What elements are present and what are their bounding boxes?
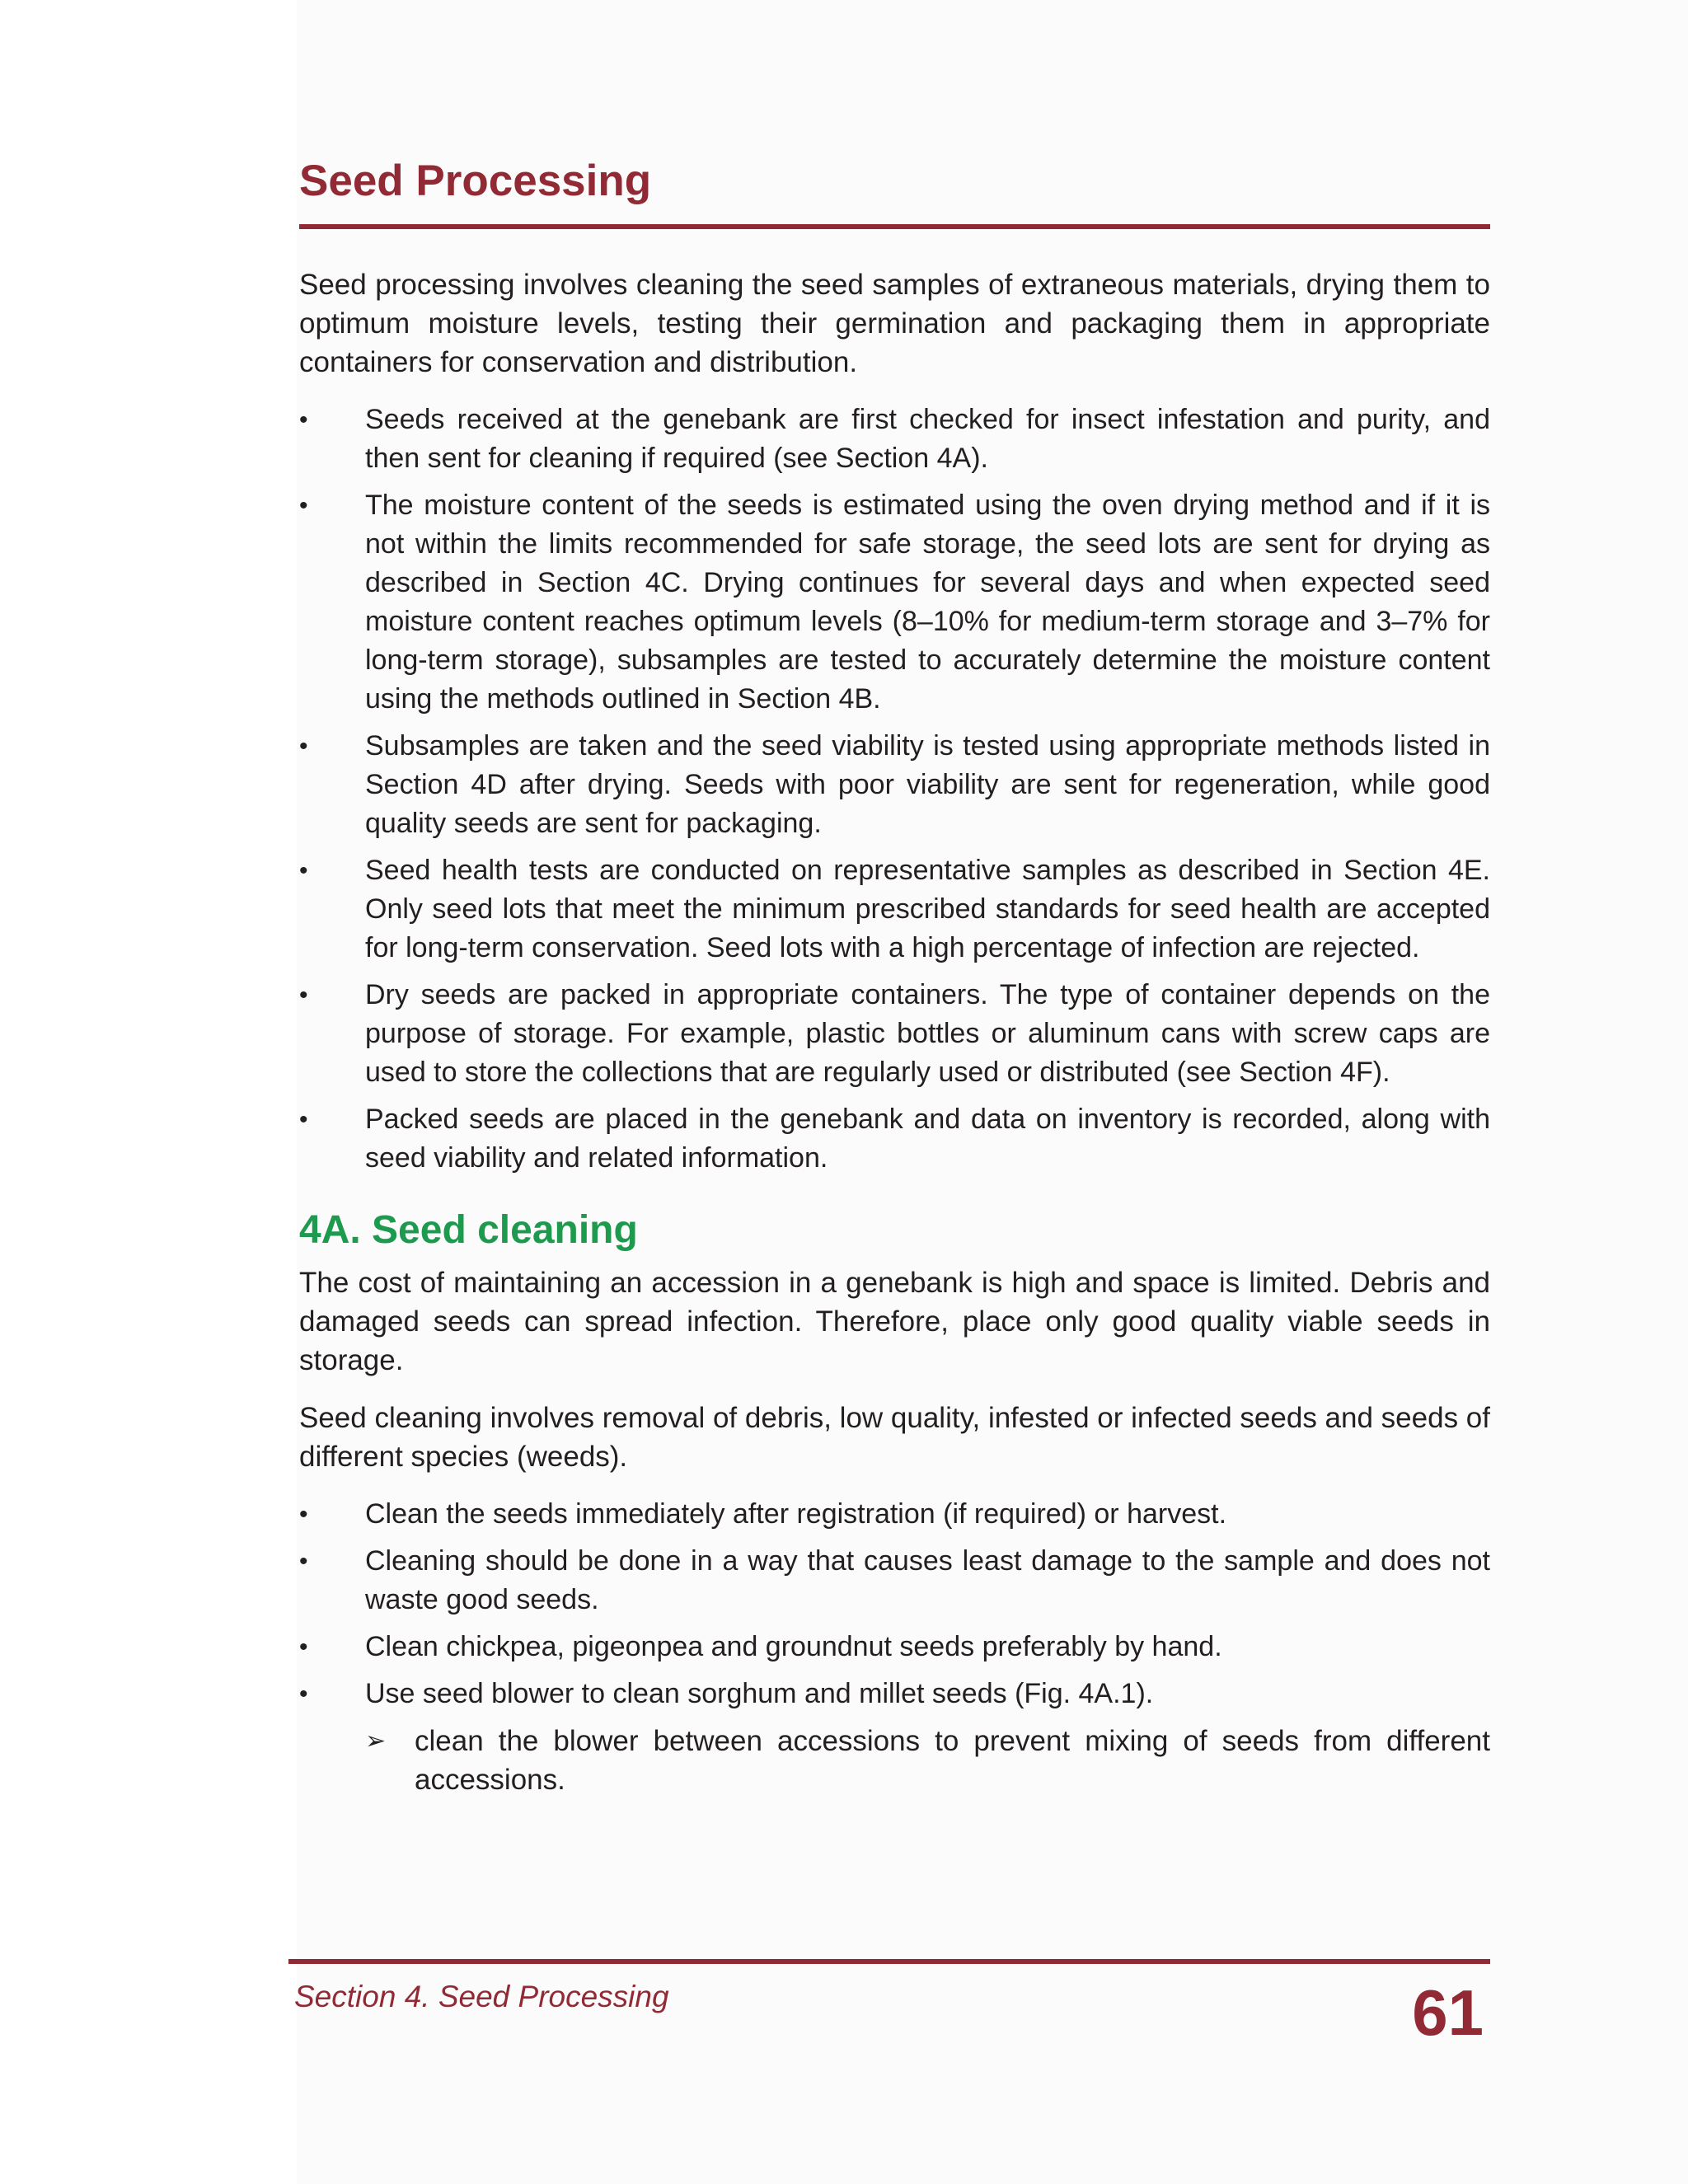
list-item-text: Seed health tests are conducted on representative samples as described in Section 4E. Only seed lots that meet the minimum prescribed standards for seed health are accepted for long-term conservation. Seed lots with a high percentage of infection are rejected. (365, 855, 1490, 963)
section-4a-heading: 4A. Seed cleaning (299, 1208, 638, 1252)
section-4a-paragraph-2: Seed cleaning involves removal of debris, low quality, infested or infected seeds and seeds of different species (weeds). (299, 1402, 1490, 1473)
bullet-icon: • (299, 406, 308, 434)
bullet-icon: • (299, 857, 308, 884)
sub-list-item-text: clean the blower between accessions to prevent mixing of seeds from different accessions. (415, 1725, 1490, 1796)
title-divider (299, 224, 1490, 229)
bullet-icon: • (299, 982, 308, 1009)
list-item-text: Cleaning should be done in a way that causes least damage to the sample and does not waste good seeds. (365, 1545, 1490, 1615)
process-bullet-list (299, 401, 1490, 1178)
bullet-icon: • (299, 1501, 308, 1528)
list-item-text: Clean the seeds immediately after registration (if required) or harvest. (365, 1498, 1227, 1530)
page-title: Seed Processing (299, 157, 652, 205)
list-item (299, 486, 1490, 719)
list-item (299, 851, 1490, 968)
list-item-text: Dry seeds are packed in appropriate containers. The type of container depends on the purpose of storage. For example, plastic bottles or aluminum cans with screw caps are used to store the collections that are regularly used or distributed (see Section 4F). (365, 979, 1490, 1088)
page-content (299, 155, 1490, 1799)
list-item-text: Subsamples are taken and the seed viability is tested using appropriate methods listed in Section 4D after drying. Seeds with poor viability are sent for regeneration, while good quality seeds are sent for packaging. (365, 730, 1490, 839)
list-item (299, 976, 1490, 1092)
bullet-icon: • (299, 1680, 308, 1708)
list-item-text: The moisture content of the seeds is estimated using the oven drying method and if it is not within the limits recommended for safe storage, the seed lots are sent for drying as described in Section 4C. Drying continues for several days and when expected seed moisture content reaches optimum levels (8–10% for medium-term storage and 3–7% for long-term storage), subsamples are tested to accurately determine the moisture content using the methods outlined in Section 4B. (365, 490, 1490, 715)
list-item (299, 1675, 1490, 1713)
list-item (299, 401, 1490, 478)
bullet-icon: • (299, 1548, 308, 1575)
intro-paragraph: Seed processing involves cleaning the seed samples of extraneous materials, drying them to optimum moisture levels, testing their germination and packaging them in appropriate containers for conservation and distribution. (299, 269, 1490, 378)
footer-section-label: Section 4. Seed Processing (294, 1980, 669, 2013)
arrow-bullet-icon: ➢ (365, 1727, 387, 1755)
list-item (299, 727, 1490, 843)
list-item (299, 1100, 1490, 1178)
list-item-text: Clean chickpea, pigeonpea and groundnut seeds preferably by hand. (365, 1631, 1222, 1662)
section-4a-paragraph-1: The cost of maintaining an accession in a genebank is high and space is limited. Debris and damaged seeds can spread infection. Therefore, place only good quality viable seeds in storage. (299, 1267, 1490, 1376)
list-item-text: Packed seeds are placed in the genebank and data on inventory is recorded, along with seed viability and related information. (365, 1104, 1490, 1174)
list-item (299, 1628, 1490, 1666)
footer-divider (288, 1959, 1490, 1964)
bullet-icon: • (299, 1106, 308, 1133)
list-item-text: Seeds received at the genebank are first checked for insect infestation and purity, and then sent for cleaning if required (see Section 4A). (365, 404, 1490, 474)
list-item-text: Use seed blower to clean sorghum and millet seeds (Fig. 4A.1). (365, 1678, 1154, 1709)
cleaning-bullet-list (299, 1495, 1490, 1713)
list-item (299, 1495, 1490, 1534)
bullet-icon: • (299, 492, 308, 519)
sub-list-item (299, 1722, 1490, 1799)
bullet-icon: • (299, 733, 308, 760)
bullet-icon: • (299, 1633, 308, 1661)
page-number: 61 (1412, 1976, 1484, 2049)
list-item (299, 1542, 1490, 1619)
